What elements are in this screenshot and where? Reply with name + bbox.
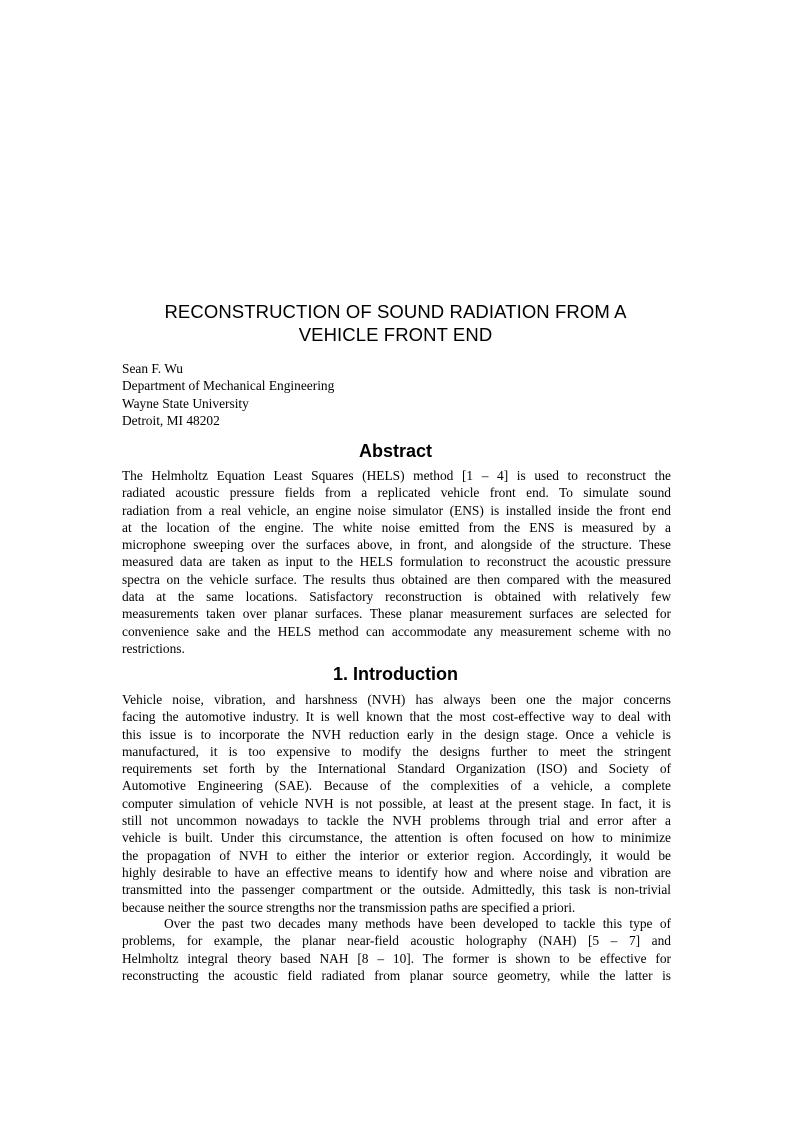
author-university: Wayne State University [122, 395, 249, 411]
abstract-line: radiation from a real vehicle, an engine noise simulator (ENS) is installed inside the front end [122, 502, 671, 518]
intro-line: facing the automotive industry. It is well known that the most cost-effective way to deal with [122, 709, 671, 725]
author-block [122, 360, 334, 429]
introduction-paragraph-1 [122, 691, 671, 916]
abstract-line: measurements taken over planar surfaces. These planar measurement surfaces are selected for [122, 606, 671, 622]
abstract-line: The Helmholtz Equation Least Squares (HELS) method [1 – 4] is used to reconstruct the [122, 468, 671, 483]
intro-line: Helmholtz integral theory based NAH [8 – 10]. The former is shown to be effective for [122, 950, 671, 966]
abstract-line: restrictions. [122, 640, 185, 656]
abstract-line: convenience sake and the HELS method can accommodate any measurement scheme with no [122, 623, 671, 639]
intro-line: still not uncommon nowadays to tackle the NVH problems through trial and error after a [122, 813, 671, 829]
intro-line: vehicle is built. Under this circumstance, the attention is often focused on how to minimize [122, 830, 671, 846]
abstract-paragraph [122, 467, 671, 657]
abstract-line: spectra on the vehicle surface. The results thus obtained are then compared with the measured [122, 571, 671, 587]
author-department: Department of Mechanical Engineering [122, 378, 335, 394]
abstract-line: at the location of the engine. The white noise emitted from the ENS is measured by a [122, 519, 671, 535]
title-line-2: VEHICLE FRONT END [298, 324, 493, 345]
intro-line: computer simulation of vehicle NVH is not possible, at least at the present stage. In fact, it is [122, 795, 671, 811]
introduction-heading: 1. Introduction [333, 664, 458, 684]
intro-line: reconstructing the acoustic field radiated from planar source geometry, while the latter is [122, 967, 671, 983]
intro-line: problems, for example, the planar near-field acoustic holography (NAH) [5 – 7] and [122, 933, 671, 949]
author-address: Detroit, MI 48202 [122, 412, 220, 428]
intro-line: this issue is to incorporate the NVH reduction early in the design stage. Once a vehicle is [122, 726, 671, 742]
introduction-paragraph-2 [122, 915, 671, 984]
intro-line: Automotive Engineering (SAE). Because of the complexities of a vehicle, a complete [122, 778, 671, 794]
abstract-line: measured data are taken as input to the HELS formulation to reconstruct the acoustic pressure [122, 554, 671, 570]
abstract-line: microphone sweeping over the surfaces above, in front, and alongside of the structure. These [122, 537, 671, 553]
abstract-line: data at the same locations. Satisfactory reconstruction is obtained with relatively few [122, 589, 671, 605]
intro-line: manufactured, it is too expensive to modify the designs further to meet the stringent [122, 743, 671, 759]
intro-line: because neither the source strengths nor the transmission paths are specified a priori. [122, 899, 576, 915]
intro-line: highly desirable to have an effective means to identify how and where noise and vibration are [122, 864, 671, 880]
author-name: Sean F. Wu [122, 361, 184, 376]
intro-line: Vehicle noise, vibration, and harshness (NVH) has always been one the major concerns [122, 692, 671, 707]
abstract-heading: Abstract [358, 441, 433, 461]
title-line-1: RECONSTRUCTION OF SOUND RADIATION FROM A [164, 301, 627, 322]
intro-line: Over the past two decades many methods have been developed to tackle this type of [164, 916, 671, 931]
intro-line: requirements set forth by the International Standard Organization (ISO) and Society of [122, 761, 671, 777]
intro-line: the propagation of NVH to either the interior or exterior region. Accordingly, it would be [122, 847, 671, 863]
paper-title [120, 300, 671, 346]
intro-line: transmitted into the passenger compartment or the outside. Admittedly, this task is non-trivial [122, 882, 671, 898]
abstract-line: radiated acoustic pressure fields from a replicated vehicle front end. To simulate sound [122, 485, 671, 501]
